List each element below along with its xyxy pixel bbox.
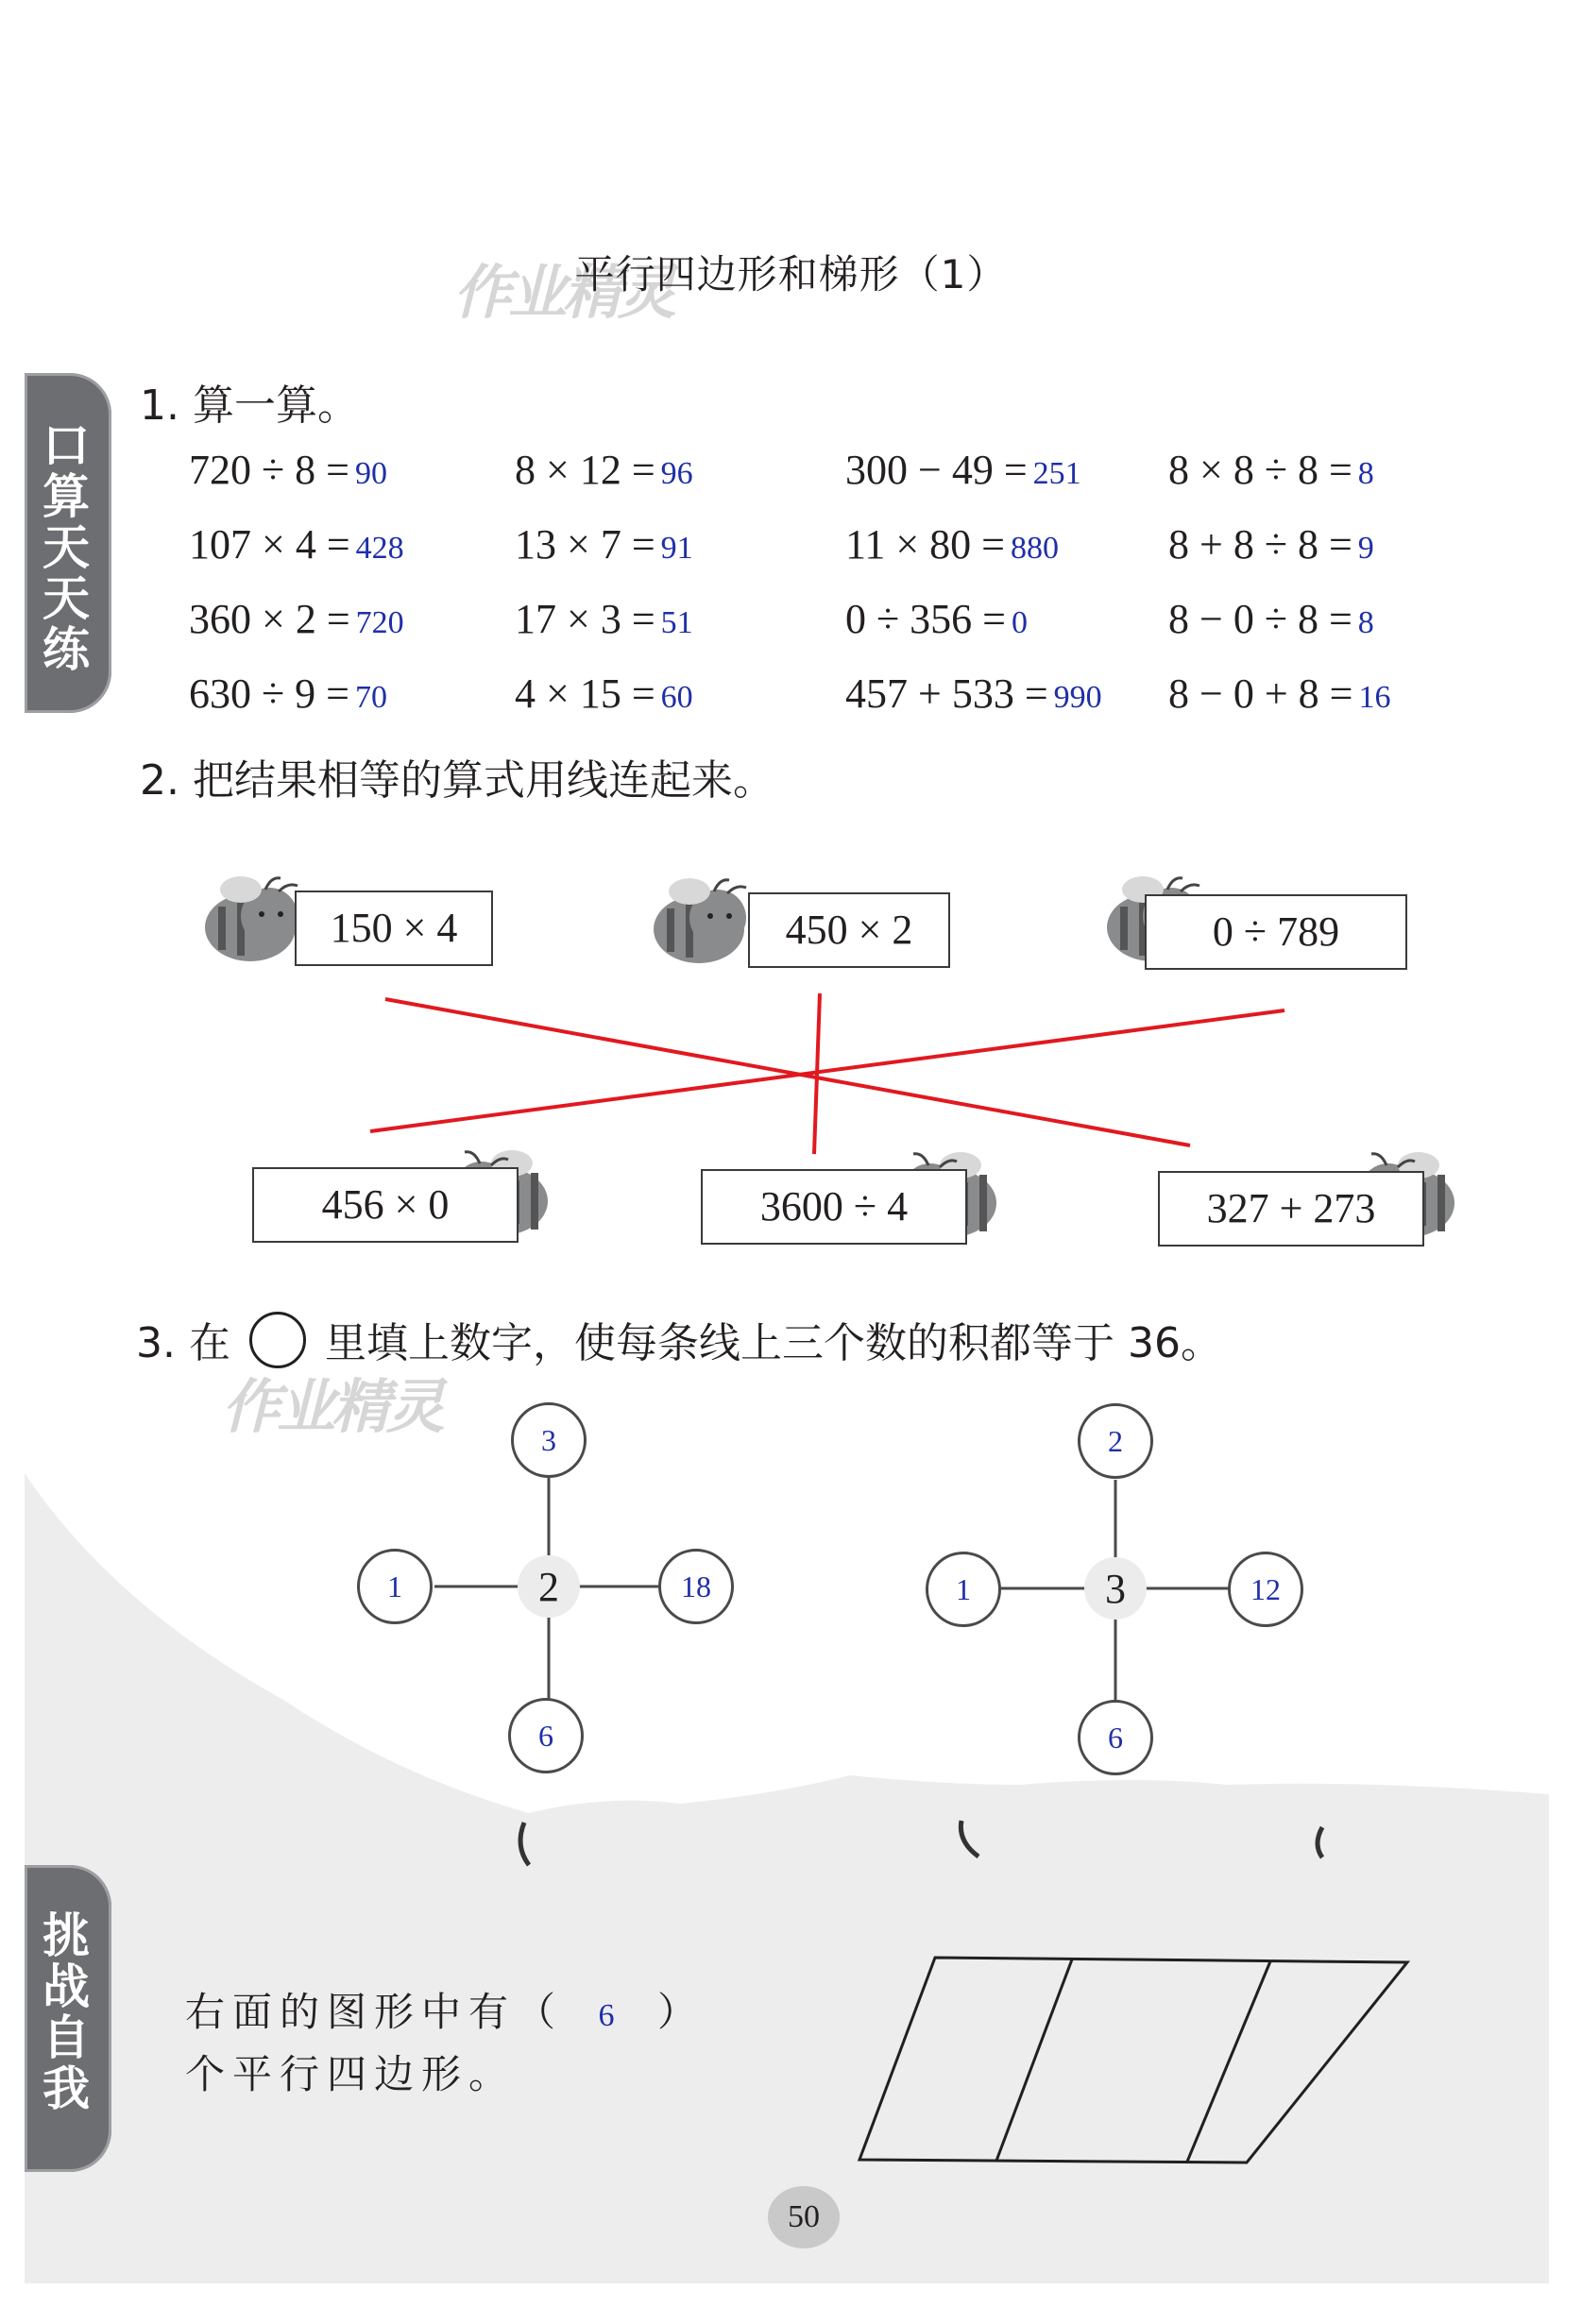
q1-heading: 1. 算一算。 [140, 382, 359, 430]
page-title: 平行四边形和梯形（1） [574, 251, 1008, 297]
q1-expression: 8 × 8 ÷ 8 = [1168, 447, 1352, 493]
q1-answer: 8 [1357, 456, 1374, 491]
q3-fig1-right-circle[interactable]: 18 [658, 1549, 734, 1624]
q1-answer: 60 [660, 680, 693, 715]
q1-expression: 8 − 0 ÷ 8 = [1168, 596, 1352, 642]
q2-top-box-2: 450 × 2 [748, 892, 950, 968]
watermark-2: 作业精灵 [222, 1372, 442, 1441]
q3-heading-prefix: 3. 在 [136, 1319, 230, 1367]
q3-fig1-bottom-circle[interactable]: 6 [508, 1698, 584, 1773]
q3-fig2-right-circle[interactable]: 12 [1228, 1552, 1303, 1627]
q2-heading: 2. 把结果相等的算式用线连起来。 [140, 756, 774, 805]
q1-expression: 720 ÷ 8 = [189, 447, 349, 493]
watermark: 作业精灵 [453, 258, 673, 327]
q1-answer: 720 [355, 605, 404, 640]
q1-answer: 16 [1358, 680, 1391, 715]
q1-expression: 11 × 80 = [845, 521, 1005, 568]
q2-bottom-box-1: 456 × 0 [252, 1167, 519, 1243]
challenge-line-2: 个平行四边形。 [185, 2051, 517, 2097]
q1-expression: 630 ÷ 9 = [189, 670, 349, 717]
q1-expression: 457 + 533 = [845, 670, 1048, 717]
q1-answer: 8 [1357, 605, 1374, 640]
side-tab-daily-mental-math-label: 口算天天练 [43, 418, 90, 677]
q1-expression: 13 × 7 = [515, 521, 655, 568]
q2-top-box-3: 0 ÷ 789 [1145, 894, 1407, 970]
q1-answer: 0 [1011, 605, 1028, 640]
challenge-line-1-suffix: ） [657, 1989, 706, 2035]
q1-expression: 17 × 3 = [515, 596, 655, 642]
q1-answer: 91 [660, 531, 693, 566]
q3-fig1-top-circle[interactable]: 3 [511, 1402, 587, 1478]
q1-answer: 251 [1032, 456, 1081, 491]
q3-fig1-center: 2 [518, 1555, 580, 1618]
challenge-line-1-prefix: 右面的图形中有（ [185, 1989, 564, 2035]
q3-fig1-left-circle[interactable]: 1 [357, 1549, 433, 1624]
q3-heading-suffix: 里填上数字，使每条线上三个数的积都等于 36。 [324, 1319, 1222, 1367]
q1-answer: 70 [354, 680, 387, 715]
q1-answer: 990 [1053, 680, 1102, 715]
side-tab-challenge-label: 挑战自我 [43, 1908, 90, 2116]
q1-expression: 4 × 15 = [515, 670, 655, 717]
q1-expression: 8 − 0 + 8 = [1168, 670, 1353, 717]
q1-answer: 428 [355, 531, 404, 566]
challenge-answer: 6 [598, 1998, 622, 2033]
q2-bottom-box-3: 327 + 273 [1158, 1171, 1424, 1247]
page-number: 50 [768, 2186, 840, 2248]
q1-answer: 51 [660, 605, 693, 640]
q3-fig2-top-circle[interactable]: 2 [1078, 1403, 1153, 1479]
q2-bottom-box-2: 3600 ÷ 4 [701, 1169, 967, 1245]
q1-expression: 300 − 49 = [845, 447, 1028, 493]
q1-expression: 8 × 12 = [515, 447, 655, 493]
q1-expression: 107 × 4 = [189, 521, 350, 568]
q1-answer: 90 [354, 456, 387, 491]
q1-expression: 360 × 2 = [189, 596, 350, 642]
q1-expression: 8 + 8 ÷ 8 = [1168, 521, 1352, 568]
q1-answer: 96 [660, 456, 693, 491]
q1-answer: 880 [1011, 531, 1059, 566]
q3-fig2-left-circle[interactable]: 1 [926, 1552, 1001, 1627]
q1-expression: 0 ÷ 356 = [845, 596, 1006, 642]
q2-top-box-1: 150 × 4 [295, 891, 493, 966]
q1-answer: 9 [1357, 531, 1374, 566]
q3-fig2-center: 3 [1084, 1557, 1147, 1620]
q3-fig2-bottom-circle[interactable]: 6 [1078, 1700, 1153, 1775]
